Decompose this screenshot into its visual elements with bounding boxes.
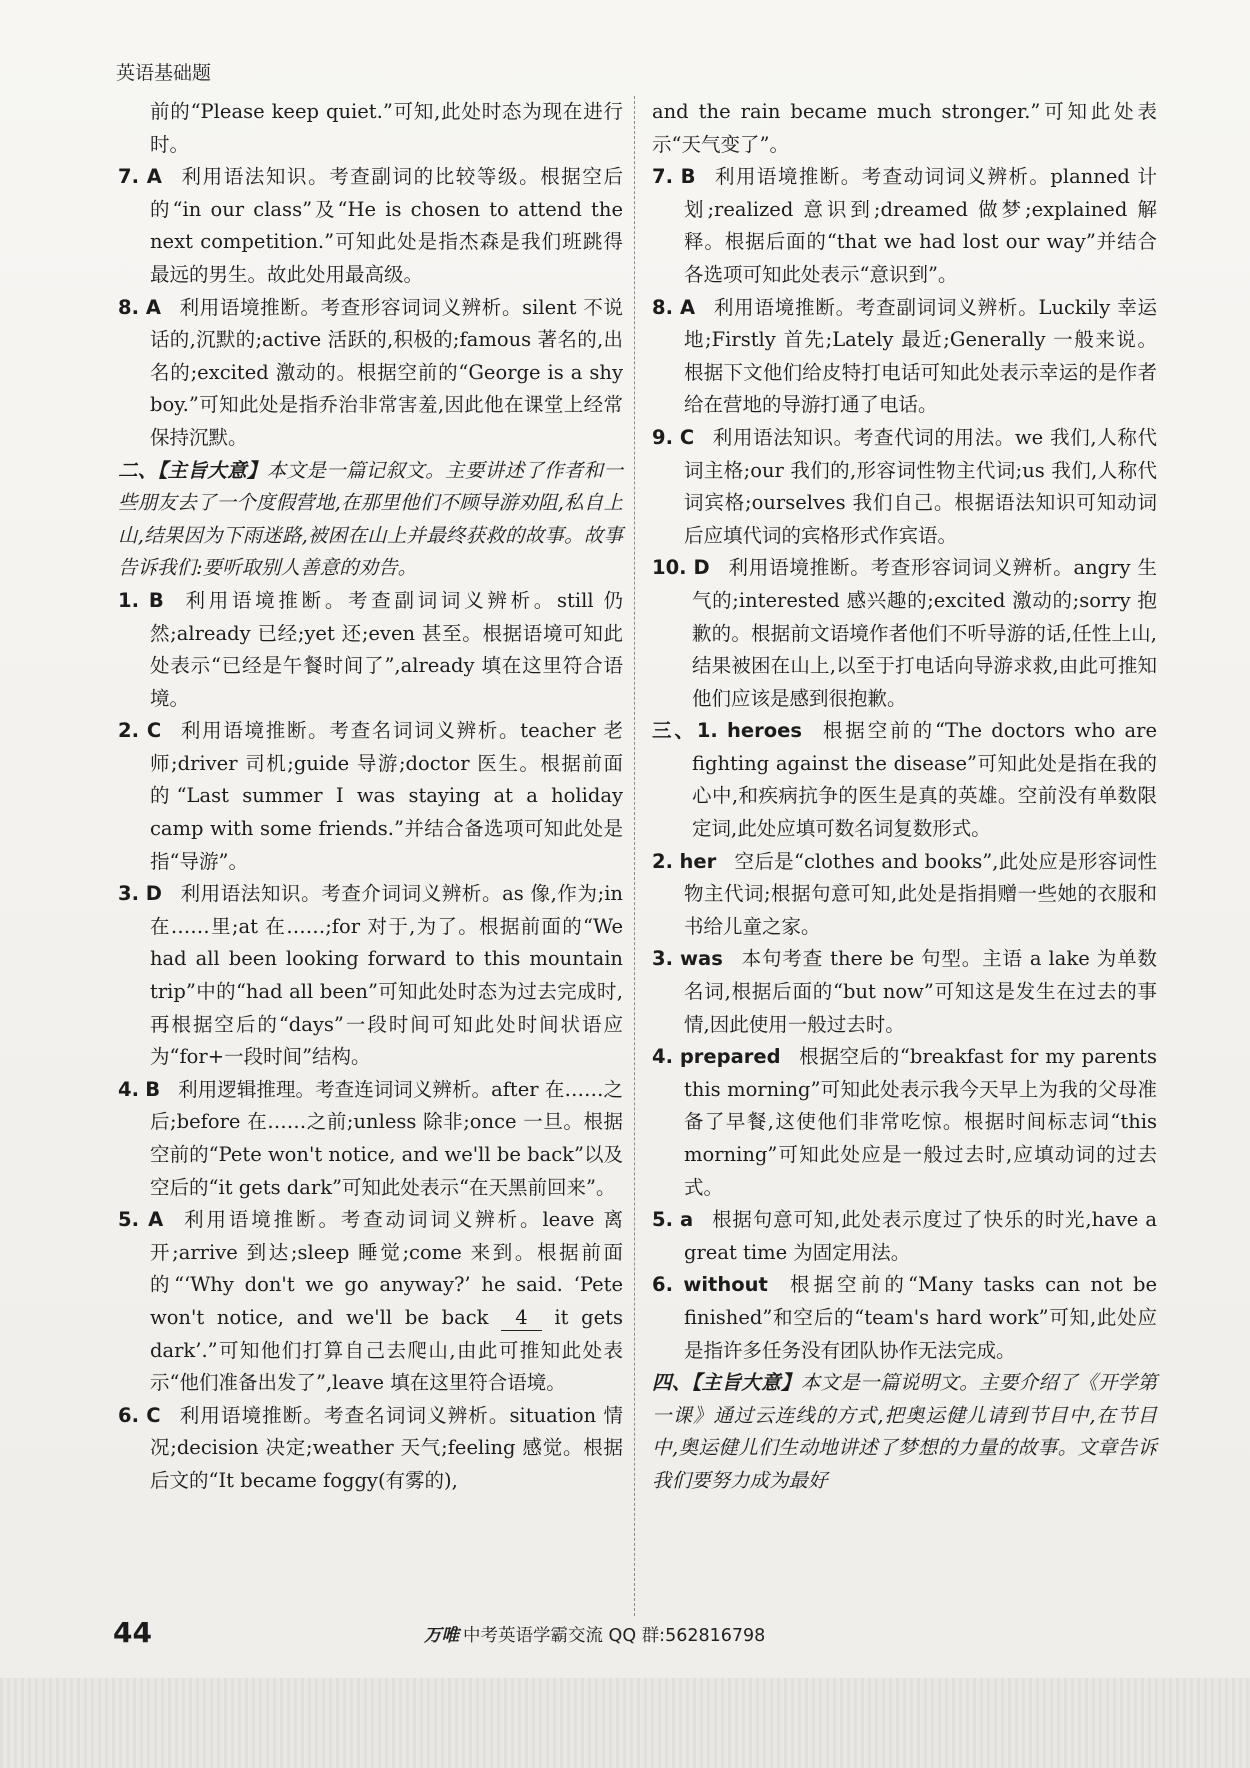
item-explanation: 利用逻辑推理。考查连词词义辨析。after 在……之后;before 在……之前;unless 除非;once 一旦。根据空前的“Pete won't notice, and we'll be back”以及空后的“it gets dark”可知此处表示“在天黑前回来”。 bbox=[150, 1077, 623, 1199]
item-explanation: 本句考查 there be 句型。主语 a lake 为单数名词,根据后面的“but now”可知这是发生在过去的事情,因此使用一般过去时。 bbox=[684, 947, 1158, 1036]
item-explanation: 利用语境推断。考查副词词义辨析。still 仍然;already 已经;yet 还;even 甚至。根据语境可知此处表示“已经是午餐时间了”,already 填在这里符合语境。 bbox=[150, 588, 623, 710]
page-header: 英语基础题 bbox=[116, 62, 212, 84]
item-number: 3. bbox=[652, 947, 673, 971]
item-answer: heroes bbox=[726, 719, 802, 743]
left-column bbox=[118, 96, 623, 1498]
item-explanation: 根据空后的“breakfast for my parents this morning”可知此处表示我今天早上为我的父母准备了早餐,这使他们非常吃惊。根据时间标志词“this morning”可知此处应是一般过去时,应填动词的过去式。 bbox=[684, 1045, 1157, 1199]
footer-note bbox=[424, 1622, 765, 1647]
item-explanation: 利用语境推断。考查形容词词义辨析。angry 生气的;interested 感兴趣的;excited 激动的;sorry 抱歉的。根据前文语境作者他们不听导游的话,任性上山,结果被困在山上,以至于打电话向导游求救,由此可推知他们应该是感到很抱歉。 bbox=[692, 556, 1157, 710]
item-answer: A bbox=[146, 165, 162, 189]
answer-item bbox=[118, 1074, 623, 1204]
item-answer: C bbox=[146, 719, 162, 743]
item-explanation: 利用语法知识。考查副词的比较等级。根据空后的“in our class”及“He is chosen to attend the next competition.”可知此处是指杰森是我们班跳得最远的男生。故此处用最高级。 bbox=[150, 165, 623, 286]
section-2-summary bbox=[118, 455, 623, 585]
answer-item bbox=[652, 715, 1157, 845]
item-explanation: 利用语法知识。考查代词的用法。we 我们,人称代词主格;our 我们的,形容词性物主代词;us 我们,人称代词宾格;ourselves 我们自己。根据语法知识可知动词后应填代词的宾格形式作宾语。 bbox=[684, 425, 1157, 547]
item-number: 4. bbox=[652, 1045, 673, 1069]
answer-item bbox=[118, 715, 623, 878]
item-answer: D bbox=[145, 882, 162, 906]
item-number: 5. bbox=[652, 1208, 673, 1232]
item-answer: B bbox=[145, 1077, 161, 1101]
item-number: 10. bbox=[652, 556, 687, 580]
answer-item bbox=[118, 878, 623, 1074]
item-answer: prepared bbox=[679, 1045, 781, 1069]
item-answer: her bbox=[679, 849, 717, 873]
item-number: 2. bbox=[652, 849, 673, 873]
section-4-summary bbox=[652, 1367, 1157, 1497]
answer-item bbox=[652, 846, 1157, 944]
item-answer: C bbox=[679, 425, 695, 449]
item-number: 7. bbox=[652, 165, 673, 189]
item-number: 4. bbox=[118, 1077, 139, 1101]
item-number: 5. bbox=[118, 1208, 139, 1232]
answer-item bbox=[652, 1204, 1157, 1269]
blank-number: 4 bbox=[501, 1306, 541, 1331]
item-number: 9. bbox=[652, 425, 673, 449]
section-label: 四、【主旨大意】 bbox=[652, 1371, 801, 1395]
item-explanation: 利用语法知识。考查介词词义辨析。as 像,作为;in 在……里;at 在……;for 对于,为了。根据前面的“We had all been looking forward to this mountain trip”中的“had all been”可知此处时态为过去完成时,再根据空后的“days”一段时间可知此处时间状语应为“for+一段时间”结构。 bbox=[150, 882, 623, 1069]
item-answer: B bbox=[148, 588, 164, 612]
column-divider bbox=[634, 96, 635, 1616]
item-number: 1. bbox=[118, 588, 139, 612]
item-explanation: 利用语境推断。考查副词词义辨析。Luckily 幸运地;Firstly 首先;Lately 最近;Generally 一般来说。根据下文他们给皮特打电话可知此处表示幸运的是作者给在营地的导游打通了电话。 bbox=[684, 295, 1158, 417]
item-answer: without bbox=[683, 1273, 768, 1297]
answer-item bbox=[118, 1204, 623, 1400]
section-label: 三、 bbox=[652, 719, 697, 743]
right-intro: and the rain became much stronger.”可知此处表示“天气变了”。 bbox=[652, 100, 1157, 156]
section-text: 本文是一篇说明文。主要介绍了《开学第一课》通过云连线的方式,把奥运健儿请到节目中,在节目中,奥运健儿们生动地讲述了梦想的力量的故事。文章告诉我们要努力成为最好 bbox=[652, 1371, 1157, 1492]
answer-item bbox=[118, 292, 623, 455]
item-number: 8. bbox=[652, 295, 673, 319]
page-number: 44 bbox=[113, 1616, 152, 1649]
item-explanation: 根据句意可知,此处表示度过了快乐的时光,have a great time 为固定用法。 bbox=[684, 1208, 1158, 1264]
item-explanation: 利用语境推断。考查动词词义辨析。planned 计划;realized 意识到;dreamed 做梦;explained 解释。根据后面的“that we had lost our way”并结合各选项可知此处表示“意识到”。 bbox=[684, 165, 1158, 286]
answer-item bbox=[652, 161, 1157, 291]
right-column bbox=[652, 96, 1157, 1498]
item-answer: A bbox=[679, 295, 696, 319]
item-answer: A bbox=[145, 295, 161, 319]
item-answer: C bbox=[146, 1403, 161, 1427]
item-number: 2. bbox=[118, 719, 139, 743]
footer-qq-group: 中考英语学霸交流 QQ 群:562816798 bbox=[463, 1626, 766, 1646]
item-explanation: 利用语境推断。考查形容词词义辨析。silent 不说话的,沉默的;active 活跃的,积极的;famous 著名的,出名的;excited 激动的。根据空前的“George is a shy boy.”可知此处是指乔治非常害羞,因此他在课堂上经常保持沉默。 bbox=[150, 295, 623, 449]
item-explanation-cont: it gets dark’.”可知他们打算自己去爬山,由此可推知此处表示“他们准备出发了”,leave 填在这里符合语境。 bbox=[150, 1305, 623, 1395]
item-answer: A bbox=[148, 1208, 164, 1232]
item-number: 6. bbox=[118, 1403, 139, 1427]
item-number: 6. bbox=[652, 1273, 673, 1297]
item-number: 8. bbox=[118, 295, 139, 319]
item-answer: B bbox=[680, 165, 696, 189]
item-explanation: 利用语境推断。考查名词词义辨析。teacher 老师;driver 司机;guide 导游;doctor 医生。根据前面的“Last summer I was staying at a holiday camp with some friends.”并结合备选项可知此处是指“导游”。 bbox=[150, 719, 624, 873]
answer-item bbox=[652, 1041, 1157, 1204]
answer-item bbox=[652, 292, 1157, 422]
item-number: 3. bbox=[118, 882, 139, 906]
item-explanation: 根据空前的“The doctors who are fighting against the disease”可知此处是指在我的心中,和疾病抗争的医生是真的英雄。空前没有单数限定词,此处应填可数名词复数形式。 bbox=[692, 719, 1157, 841]
section-label: 二、【主旨大意】 bbox=[118, 458, 267, 482]
answer-item bbox=[118, 1400, 623, 1498]
item-explanation: 利用语境推断。考查动词词义辨析。leave 离开;arrive 到达;sleep 睡觉;come 来到。根据前面的“‘Why don't we go anyway?’ he said. ‘Pete won't notice, and we'll be back bbox=[150, 1208, 623, 1329]
section-text: 本文是一篇记叙文。主要讲述了作者和一些朋友去了一个度假营地,在那里他们不顾导游劝阻,私自上山,结果因为下雨迷路,被困在山上并最终获救的故事。故事告诉我们:要听取别人善意的劝告。 bbox=[118, 458, 623, 580]
item-answer: was bbox=[680, 947, 723, 971]
item-answer: D bbox=[693, 556, 710, 580]
item-number: 1. bbox=[696, 719, 718, 743]
item-explanation: 根据空前的“Many tasks can not be finished”和空后的“team's hard work”可知,此处应是指许多任务没有团队协作无法完成。 bbox=[684, 1273, 1157, 1362]
item-explanation: 空后是“clothes and books”,此处应是形容词性物主代词;根据句意可知,此处是指捐赠一些她的衣服和书给儿童之家。 bbox=[684, 849, 1157, 938]
answer-item bbox=[118, 585, 623, 715]
item-explanation: 利用语境推断。考查名词词义辨析。situation 情况;decision 决定;weather 天气;feeling 感觉。根据后文的“It became foggy(有雾的), bbox=[150, 1403, 623, 1492]
answer-item bbox=[652, 552, 1157, 715]
item-answer: a bbox=[680, 1208, 694, 1232]
answer-item bbox=[652, 943, 1157, 1041]
left-intro: 前的“Please keep quiet.”可知,此处时态为现在进行时。 bbox=[150, 100, 623, 156]
answer-item bbox=[652, 1269, 1157, 1367]
answer-item bbox=[652, 422, 1157, 552]
answer-item bbox=[118, 161, 623, 291]
item-number: 7. bbox=[118, 165, 139, 189]
scan-edge-band bbox=[0, 1678, 1250, 1768]
brand-logo: 万唯 bbox=[424, 1626, 459, 1646]
